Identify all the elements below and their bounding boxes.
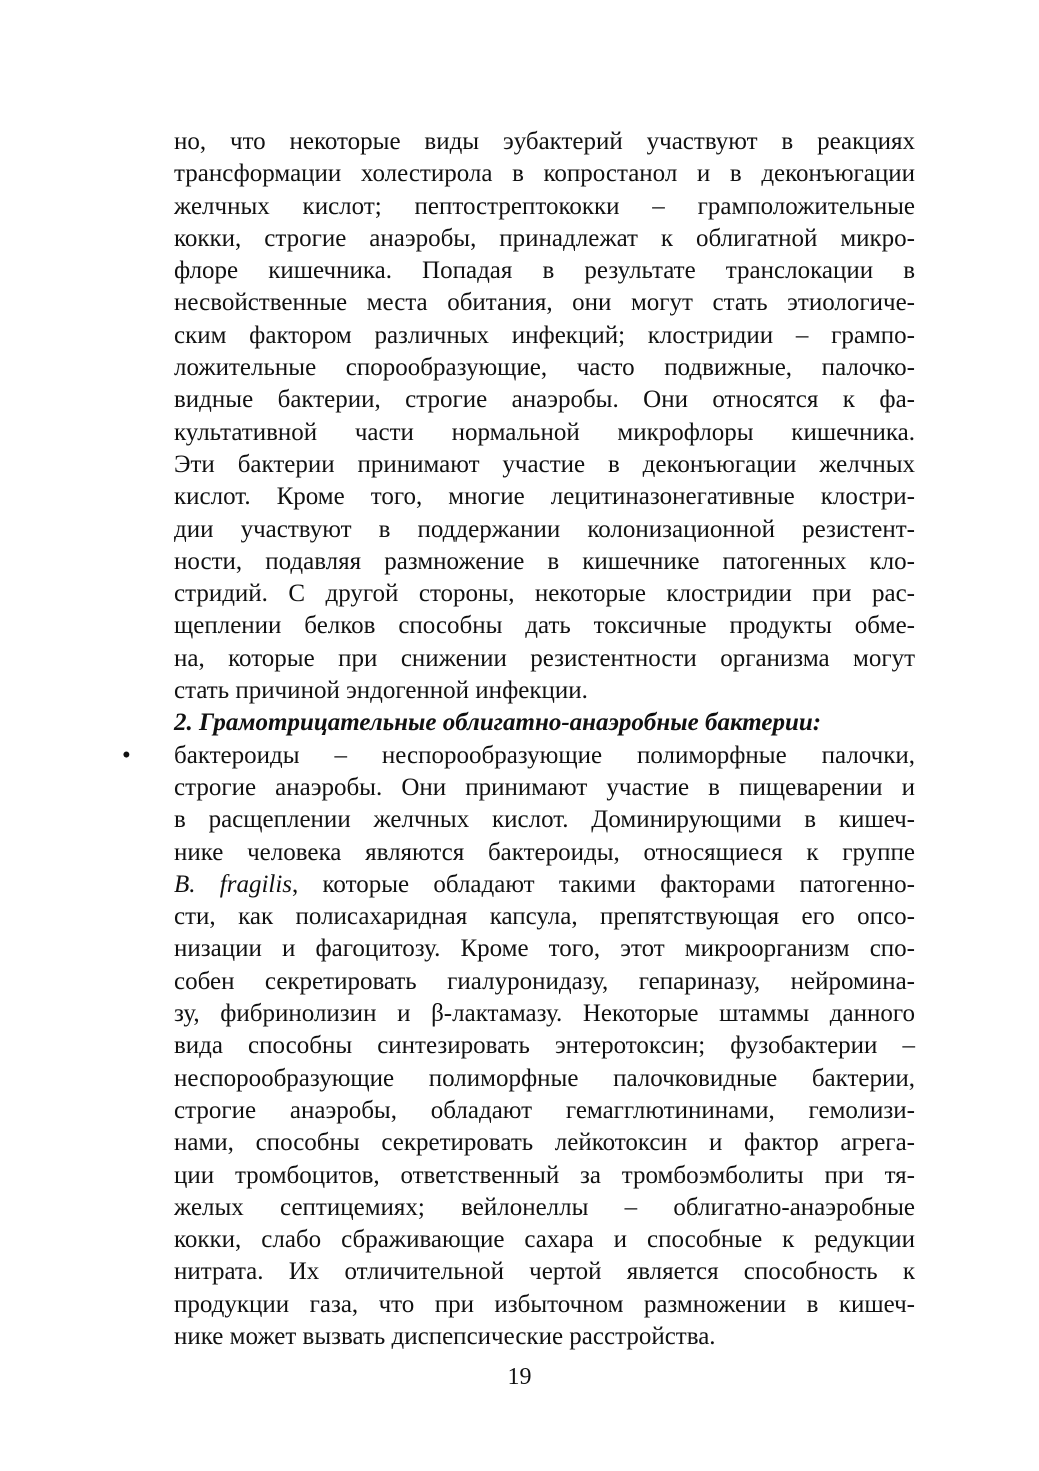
text-line: дии участвуют в поддержании колонизационной резистент- (174, 515, 915, 543)
text-line: стать причиной эндогенной инфекции. (174, 677, 588, 705)
text-line: трансформации холестирола в копростанол и в деконъюгации (174, 160, 915, 188)
species-name: B. fragilis (174, 870, 293, 898)
text-line: желчных кислот; пептострептококки – грамположительные (174, 192, 915, 220)
section-heading: 2. Грамотрицательные облигатно-анаэробные бактерии: (174, 709, 822, 737)
text-line: кокки, строгие анаэробы, принадлежат к облигатной микро- (174, 224, 915, 252)
text-line: флоре кишечника. Попадая в результате транслокации в (174, 257, 915, 285)
text-line: в расщеплении желчных кислот. Доминирующими в кишеч- (174, 806, 915, 834)
bullet-icon: • (122, 741, 131, 769)
text-line (174, 869, 915, 901)
text-line: культативной части нормальной микрофлоры кишечника. (174, 418, 915, 446)
text-line: на, которые при снижении резистентности организма могут (174, 644, 915, 672)
text-line: ложительные спорообразующие, часто подвижные, палочко- (174, 354, 915, 382)
text-line: но, что некоторые виды эубактерий участвуют в реакциях (174, 128, 915, 155)
text-line: нике может вызвать диспепсические расстройства. (174, 1322, 716, 1350)
text-line: кислот. Кроме того, многие лецитиназонегативные клостри- (174, 483, 915, 511)
text-line: ским фактором различных инфекций; клостридии – грампо- (174, 321, 915, 349)
text-line: стридий. С другой стороны, некоторые клостридии при рас- (174, 580, 915, 608)
text-line: кокки, слабо сбраживающие сахара и способные к редукции (174, 1226, 915, 1254)
text-line: продукции газа, что при избыточном размножении в кишеч- (174, 1290, 915, 1318)
text-line: неспорообразующие полиморфные палочковидные бактерии, (174, 1064, 915, 1092)
text-line: строгие анаэробы, обладают гемагглютининами, гемолизи- (174, 1096, 915, 1124)
species-line-rest: , которые обладают такими факторами патогенно- (292, 870, 915, 898)
text-line: зу, фибринолизин и β-лактамазу. Некоторые штаммы данного (174, 1000, 915, 1028)
page-number: 19 (507, 1364, 532, 1390)
text-line: нитрата. Их отличительной чертой является способность к (174, 1258, 915, 1286)
text-line: бактероиды – неспорообразующие полиморфные палочки, (174, 741, 915, 769)
text-line: нике человека являются бактероиды, относящиеся к группе (174, 838, 915, 866)
text-line: ности, подавляя размножение в кишечнике патогенных кло- (174, 547, 915, 575)
text-line: щеплении белков способны дать токсичные продукты обме- (174, 612, 915, 640)
bullet-item (122, 740, 915, 1354)
text-line: строгие анаэробы. Они принимают участие в пищеварении и (174, 773, 915, 801)
body-text (122, 126, 915, 1353)
text-line: нами, способны секретировать лейкотоксин и фактор агрега- (174, 1129, 915, 1157)
text-line: несвойственные места обитания, они могут стать этиологиче- (174, 289, 915, 317)
text-line: желых септицемиях; вейлонеллы – облигатно-анаэробные (174, 1193, 915, 1221)
text-line: Эти бактерии принимают участие в деконъюгации желчных (174, 450, 915, 478)
paragraph-1 (174, 126, 915, 707)
text-line: собен секретировать гиалуронидазу, гепариназу, нейромина- (174, 967, 915, 995)
text-line: низации и фагоцитозу. Кроме того, этот микроорганизм спо- (174, 935, 915, 963)
text-line: ции тромбоцитов, ответственный за тромбоэмболиты при тя- (174, 1161, 915, 1189)
text-line: вида способны синтезировать энтеротоксин; фузобактерии – (174, 1032, 915, 1060)
text-line: видные бактерии, строгие анаэробы. Они относятся к фа- (174, 386, 915, 414)
text-line: сти, как полисахаридная капсула, препятствующая его опсо- (174, 903, 915, 931)
